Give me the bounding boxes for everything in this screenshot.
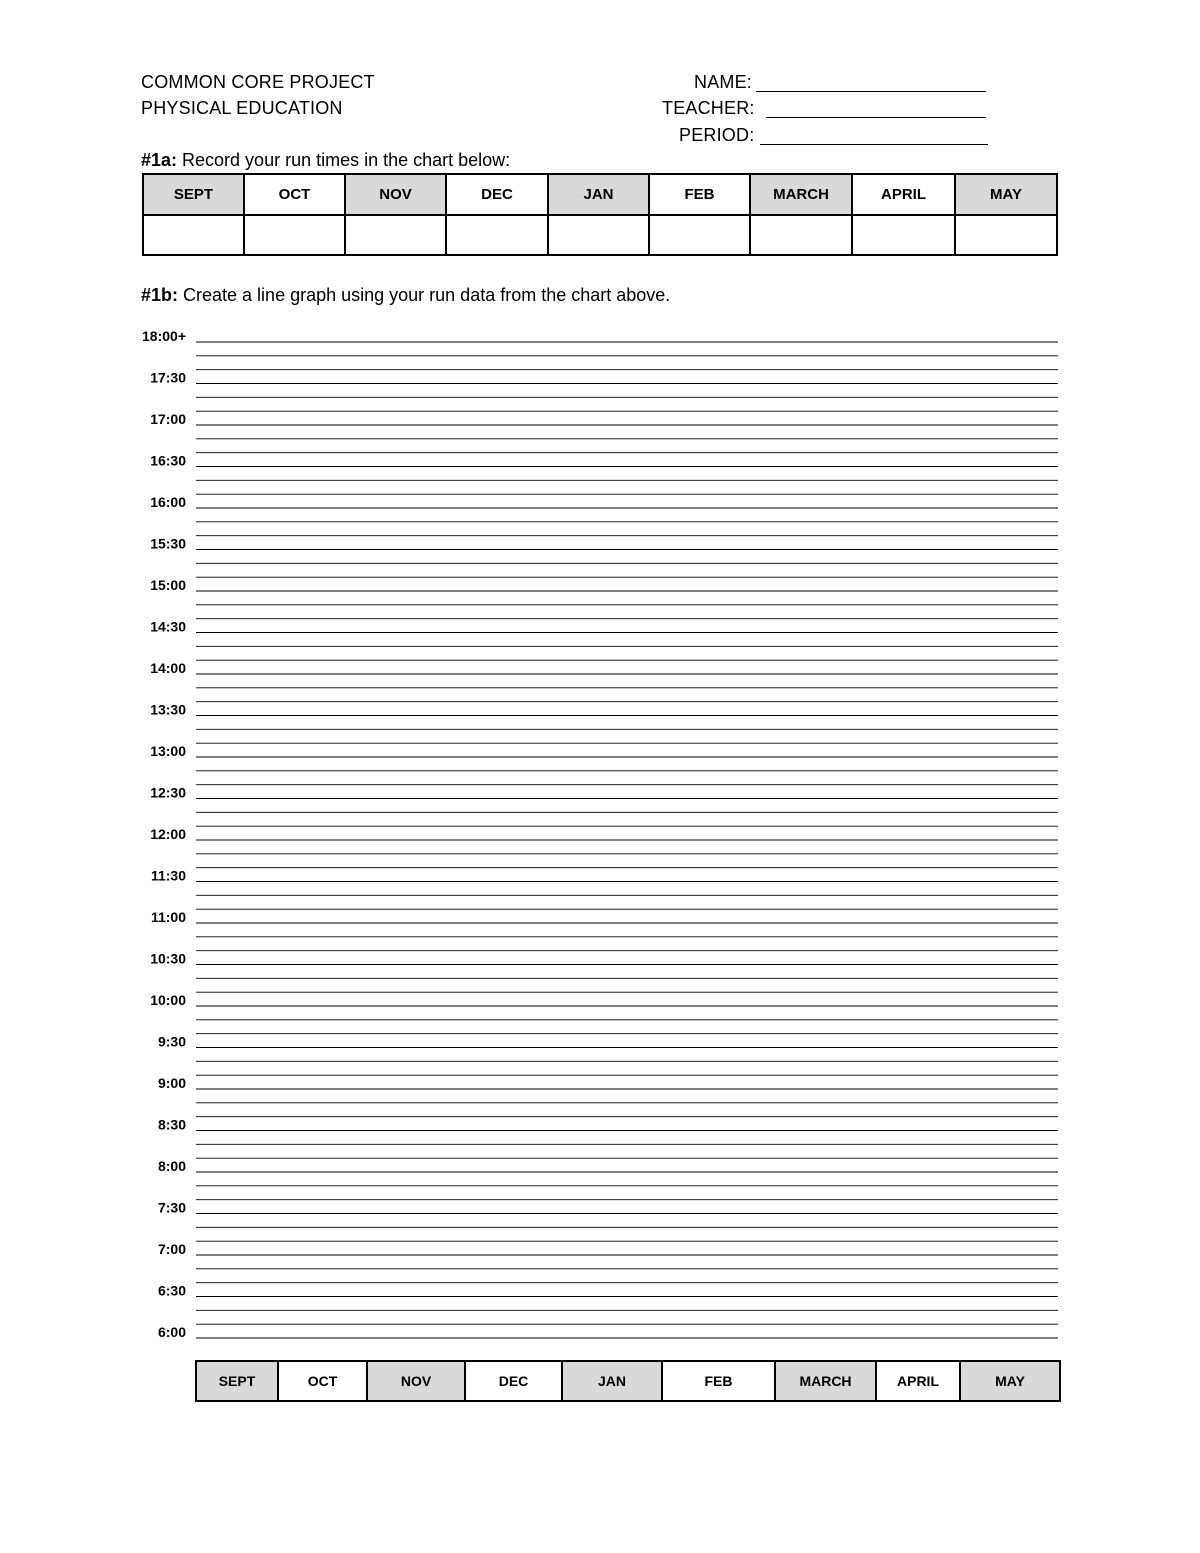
subject-title: PHYSICAL EDUCATION [141,98,343,118]
y-tick-label: 6:00 [157,1324,186,1340]
month-header: FEB [649,174,750,215]
y-tick-label: 13:00 [150,743,186,759]
y-tick-label: 12:30 [150,784,186,801]
month-header: MARCH [750,174,852,215]
y-tick-label: 7:30 [157,1199,186,1216]
x-tick-label: JAN [597,1373,627,1389]
y-tick-label: 16:00 [150,494,186,510]
y-tick-label: 17:30 [150,369,186,386]
month-header: SEPT [143,174,244,215]
y-tick-label: 6:30 [157,1282,186,1299]
y-tick-label: 8:30 [157,1116,186,1133]
name-label: NAME: [694,72,753,92]
y-tick-label: 17:00 [150,411,186,427]
x-tick-label: APRIL [897,1373,939,1389]
x-tick-label: SEPT [218,1373,256,1389]
y-tick-label: 10:30 [150,950,186,967]
y-tick-label: 16:30 [150,452,186,469]
y-tick-label: 12:00 [150,826,186,842]
y-tick-label: 14:30 [150,618,186,635]
y-tick-label: 11:30 [150,867,186,884]
y-tick-label: 10:00 [150,992,186,1008]
x-tick-label: NOV [400,1373,432,1389]
month-header: APRIL [852,174,955,215]
question-1a-text: Record your run times in the chart below: [177,150,511,170]
y-tick-label: 15:30 [150,535,186,552]
y-tick-label: 11:00 [150,909,186,925]
x-tick-label: DEC [498,1373,529,1389]
question-1b-number: #1b: [141,285,179,305]
question-1a-number: #1a: [141,150,178,170]
project-title: COMMON CORE PROJECT [141,72,375,92]
y-tick-label: 9:00 [157,1075,186,1091]
y-tick-label: 8:00 [157,1158,186,1174]
month-header: DEC [446,174,548,215]
y-tick-label: 9:30 [157,1033,186,1050]
y-tick-label: 18:00+ [142,328,186,344]
x-tick-label: MARCH [799,1373,852,1389]
x-tick-label: OCT [307,1373,338,1389]
month-header: JAN [548,174,649,215]
period-label: PERIOD: [679,125,755,145]
x-tick-label: FEB [704,1373,733,1389]
y-tick-label: 15:00 [150,577,186,593]
month-header: OCT [244,174,345,215]
month-header: MAY [955,174,1057,215]
question-1b-text: Create a line graph using your run data from the chart above. [178,285,671,305]
month-header: NOV [345,174,446,215]
y-tick-label: 13:30 [150,701,186,718]
teacher-label: TEACHER: [662,98,755,118]
y-tick-label: 7:00 [157,1241,186,1257]
y-tick-label: 14:00 [150,660,186,676]
x-tick-label: MAY [995,1373,1025,1389]
